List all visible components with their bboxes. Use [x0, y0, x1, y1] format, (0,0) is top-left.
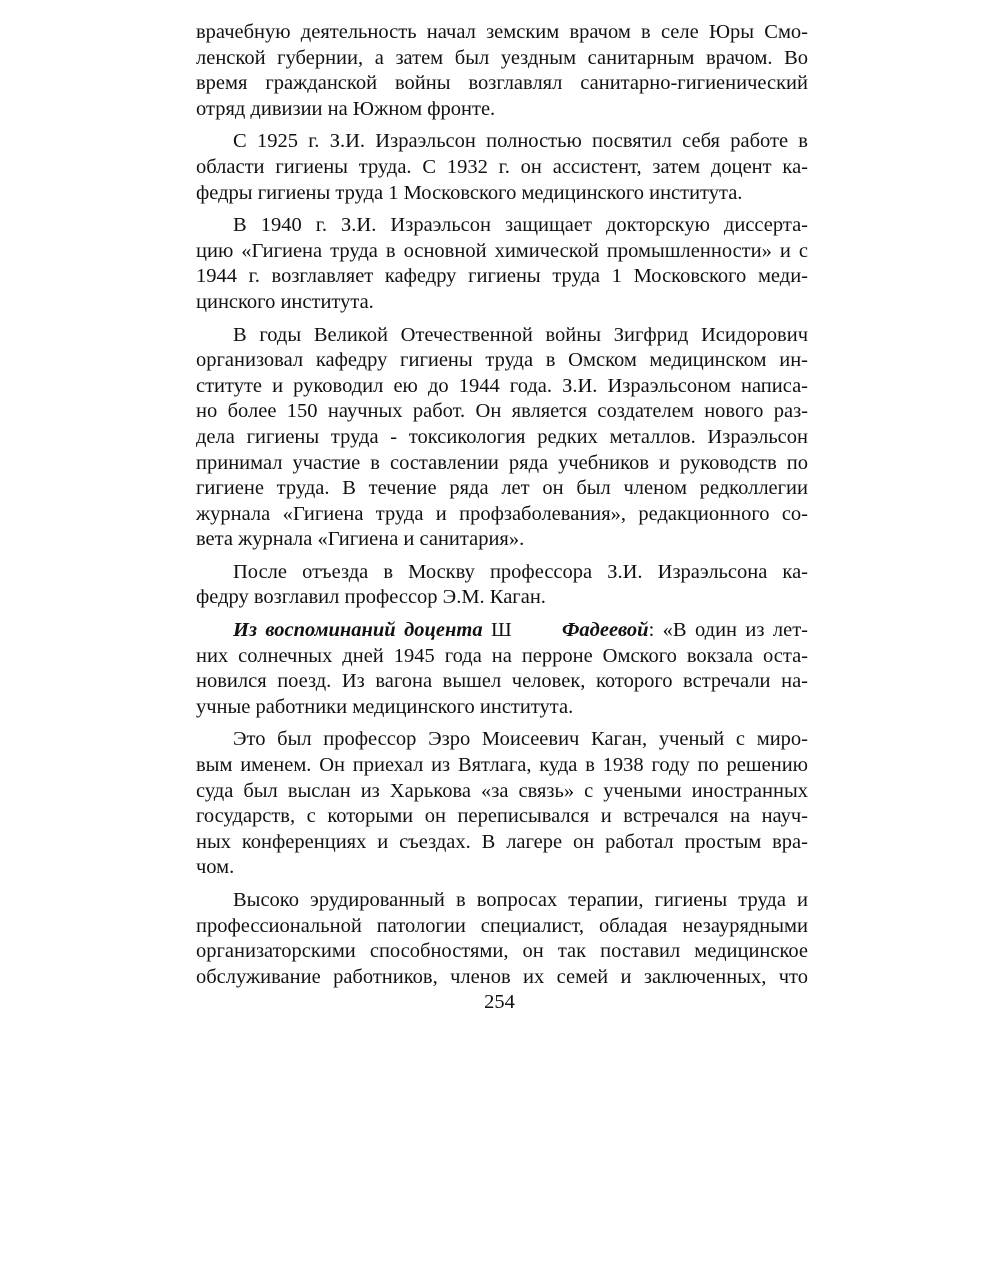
text-line: области гигиены труда. С 1932 г. он ассистент, затем доцент ка-	[196, 155, 808, 178]
text-line: время гражданской войны возглавлял санитарно-гигиенический	[196, 72, 808, 95]
text-line: федры гигиены труда 1 Московского медицинского института.	[196, 181, 743, 204]
page-body	[196, 20, 808, 990]
memoir-intro-line	[196, 618, 808, 644]
text-line: организовал кафедру гигиены труда в Омском медицинском ин-	[196, 349, 808, 372]
paragraph	[196, 129, 808, 206]
memoir-author-name: Фадеевой	[562, 619, 649, 642]
text-line: вым именем. Он приехал из Вятлага, куда в 1938 году по решению	[196, 754, 808, 777]
text-line: После отъезда в Москву профессора З.И. Израэльсона ка-	[233, 560, 808, 583]
text-line: ленской губернии, а затем был уездным санитарным врачом. Во	[196, 46, 808, 69]
text-line: Высоко эрудированный в вопросах терапии, гигиены труда и	[233, 889, 808, 911]
text-line: ных конференциях и съездах. В лагере он работал простым вра-	[196, 830, 808, 853]
paragraph	[196, 20, 808, 122]
text-line: отряд дивизии на Южном фронте.	[196, 97, 496, 120]
text-line: них солнечных дней 1945 года на перроне Омского вокзала оста-	[196, 644, 808, 667]
paragraph	[196, 618, 808, 720]
text-line: государств, с которыми он переписывался и встречался на науч-	[196, 805, 808, 828]
memoir-quote-start: : «В один из лет-	[648, 619, 808, 642]
text-line: В 1940 г. З.И. Израэльсон защищает докторскую диссерта-	[233, 214, 808, 237]
memoir-author-initial: Ш	[482, 619, 562, 642]
paragraph	[196, 213, 808, 315]
paragraph	[196, 727, 808, 881]
text-line: организаторскими способностями, он так поставил медицинское	[196, 940, 808, 963]
text-line: цинского института.	[196, 290, 374, 313]
text-line: чом.	[196, 856, 235, 879]
text-line: учные работники медицинского института.	[196, 695, 574, 718]
text-line: С 1925 г. З.И. Израэльсон полностью посвятил себя работе в	[233, 130, 808, 153]
text-line: дела гигиены труда - токсикология редких металлов. Израэльсон	[196, 425, 808, 448]
memoir-source-label: Из воспоминаний доцента	[233, 619, 483, 642]
page-number: 254	[484, 991, 515, 1013]
text-line: журнала «Гигиена труда и профзаболевания», редакционного со-	[196, 502, 808, 525]
text-line: федру возглавил профессор Э.М. Каган.	[196, 586, 546, 609]
text-line: но более 150 научных работ. Он является создателем нового раз-	[196, 400, 808, 423]
text-line: 1944 г. возглавляет кафедру гигиены труда 1 Московского меди-	[196, 265, 808, 288]
text-line: суда был выслан из Харькова «за связь» с учеными иностранных	[196, 779, 808, 802]
paragraph	[196, 560, 808, 611]
text-line: новился поезд. Из вагона вышел человек, которого встречали на-	[196, 670, 808, 693]
text-line: цию «Гигиена труда в основной химической промышленности» и с	[196, 239, 808, 262]
text-line: В годы Великой Отечественной войны Зигфрид Исидорович	[233, 323, 808, 346]
text-line: гигиене труда. В течение ряда лет он был членом редколлегии	[196, 477, 808, 500]
paragraph	[196, 323, 808, 553]
text-line: Это был профессор Эзро Моисеевич Каган, ученый с миро-	[233, 728, 808, 751]
text-line: обслуживание работников, членов их семей и заключенных, что	[196, 965, 808, 988]
text-line: вета журнала «Гигиена и санитария».	[196, 528, 525, 551]
text-line: профессиональной патологии специалист, обладая незаурядными	[196, 914, 808, 937]
text-line: ституте и руководил ею до 1944 года. З.И. Израэльсоном написа-	[196, 374, 808, 397]
text-line: принимал участие в составлении ряда учебников и руководств по	[196, 451, 808, 474]
text-line: врачебную деятельность начал земским врачом в селе Юры Смо-	[196, 21, 808, 43]
paragraph	[196, 888, 808, 990]
